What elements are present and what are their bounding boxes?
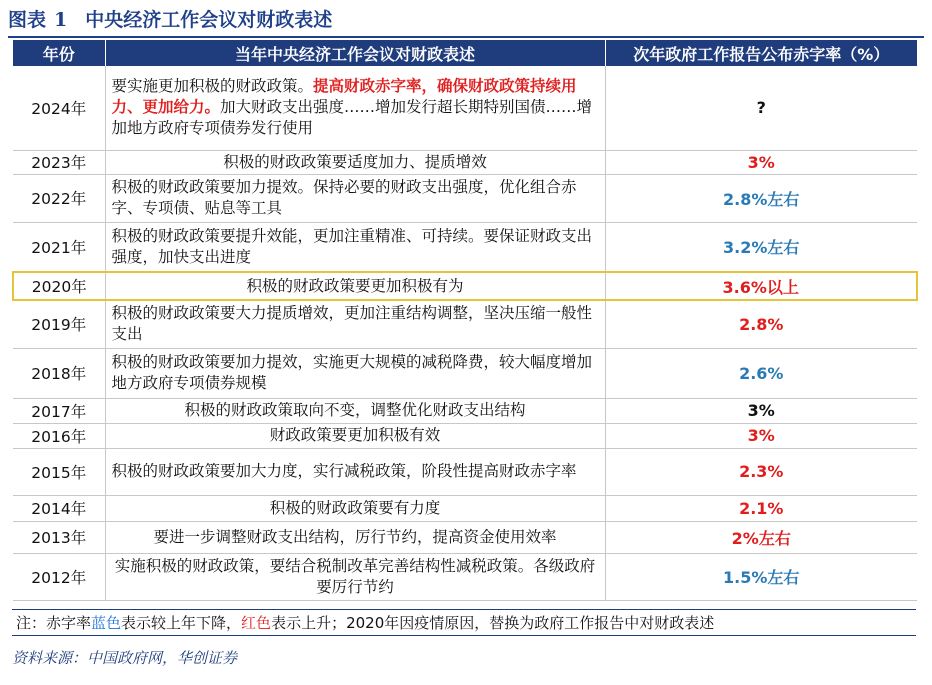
deficit-rate-cell: 2%左右 bbox=[605, 521, 917, 553]
table-header-row bbox=[13, 40, 917, 66]
statement-cell: 要进一步调整财政支出结构，厉行节约，提高资金使用效率 bbox=[105, 521, 605, 553]
table-row bbox=[13, 398, 917, 423]
statement-text-post: 加大财政支出强度……增加发行超长期特别国债……增加地方政府专项债券发行使用 bbox=[111, 98, 593, 138]
table-row bbox=[13, 521, 917, 553]
statement-cell: 积极的财政政策要大力提质增效，更加注重结构调整，坚决压缩一般性支出 bbox=[105, 300, 605, 348]
table-row bbox=[13, 66, 917, 150]
note-part2: 表示较上年下降， bbox=[121, 614, 242, 632]
statement-cell: 积极的财政政策要加大力度，实行减税政策，阶段性提高财政赤字率 bbox=[105, 448, 605, 495]
table-row bbox=[13, 300, 917, 348]
table-row bbox=[13, 553, 917, 600]
note-blue-word: 蓝色 bbox=[91, 614, 122, 632]
deficit-rate-cell: 2.8%左右 bbox=[605, 174, 917, 222]
figure-title bbox=[8, 5, 332, 35]
note-part3: 表示上升；2020年因疫情原因，替换为政府工作报告中对财政表述 bbox=[271, 614, 715, 632]
figure-label: 图表 bbox=[8, 9, 47, 31]
deficit-rate-cell: 2.3% bbox=[605, 448, 917, 495]
table-row bbox=[13, 495, 917, 521]
statement-cell: 积极的财政政策取向不变，调整优化财政支出结构 bbox=[105, 398, 605, 423]
deficit-rate-cell: 1.5%左右 bbox=[605, 553, 917, 600]
source-citation: 资料来源：中国政府网，华创证券 bbox=[12, 649, 238, 667]
figure-number: 1 bbox=[54, 9, 68, 31]
table-row bbox=[13, 222, 917, 272]
table-row bbox=[13, 348, 917, 398]
statement-cell: 积极的财政政策要提升效能，更加注重精准、可持续。要保证财政支出强度，加快支出进度 bbox=[105, 222, 605, 272]
figure-title-text: 中央经济工作会议对财政表述 bbox=[85, 9, 333, 31]
year-cell: 2017年 bbox=[13, 398, 105, 423]
header-deficit-rate: 次年政府工作报告公布赤字率（%） bbox=[605, 40, 917, 66]
deficit-rate-cell: ? bbox=[605, 66, 917, 150]
year-cell: 2019年 bbox=[13, 300, 105, 348]
table-row bbox=[13, 174, 917, 222]
deficit-rate-cell: 3% bbox=[605, 150, 917, 174]
year-cell: 2012年 bbox=[13, 553, 105, 600]
year-cell: 2013年 bbox=[13, 521, 105, 553]
statement-text-pre: 要实施更加积极的财政政策。 bbox=[111, 77, 314, 96]
table-row bbox=[13, 448, 917, 495]
deficit-rate-cell: 3% bbox=[605, 398, 917, 423]
year-cell: 2021年 bbox=[13, 222, 105, 272]
year-cell: 2018年 bbox=[13, 348, 105, 398]
deficit-rate-cell: 2.1% bbox=[605, 495, 917, 521]
deficit-rate-cell: 3% bbox=[605, 423, 917, 448]
table-row bbox=[13, 150, 917, 174]
year-cell: 2015年 bbox=[13, 448, 105, 495]
table-row-highlighted bbox=[13, 272, 917, 300]
statement-highlight: 提高财政赤字率，确保财政政策持续用力、更加给力。 bbox=[111, 77, 577, 117]
deficit-rate-cell: 3.2%左右 bbox=[605, 222, 917, 272]
table-note bbox=[12, 609, 916, 636]
statement-cell: 积极的财政政策要适度加力、提质增效 bbox=[105, 150, 605, 174]
statement-cell: 实施积极的财政政策，要结合税制改革完善结构性减税政策。各级政府要厉行节约 bbox=[105, 553, 605, 600]
statement-cell bbox=[105, 66, 605, 150]
fiscal-statement-table bbox=[12, 40, 918, 601]
year-cell: 2023年 bbox=[13, 150, 105, 174]
year-cell: 2020年 bbox=[13, 272, 105, 300]
header-statement: 当年中央经济工作会议对财政表述 bbox=[105, 40, 605, 66]
statement-cell: 财政政策要更加积极有效 bbox=[105, 423, 605, 448]
year-cell: 2024年 bbox=[13, 66, 105, 150]
deficit-rate-cell: 3.6%以上 bbox=[605, 272, 917, 300]
year-cell: 2022年 bbox=[13, 174, 105, 222]
title-divider bbox=[8, 36, 924, 38]
year-cell: 2014年 bbox=[13, 495, 105, 521]
table-row bbox=[13, 423, 917, 448]
statement-cell: 积极的财政政策要有力度 bbox=[105, 495, 605, 521]
deficit-rate-cell: 2.6% bbox=[605, 348, 917, 398]
statement-cell: 积极的财政政策要加力提效，实施更大规模的减税降费，较大幅度增加地方政府专项债券规模 bbox=[105, 348, 605, 398]
statement-cell: 积极的财政政策要更加积极有为 bbox=[105, 272, 605, 300]
year-cell: 2016年 bbox=[13, 423, 105, 448]
header-year: 年份 bbox=[13, 40, 105, 66]
note-red-word: 红色 bbox=[241, 614, 272, 632]
note-part1: 注：赤字率 bbox=[16, 614, 92, 632]
deficit-rate-cell: 2.8% bbox=[605, 300, 917, 348]
statement-cell: 积极的财政政策要加力提效。保持必要的财政支出强度，优化组合赤字、专项债、贴息等工具 bbox=[105, 174, 605, 222]
